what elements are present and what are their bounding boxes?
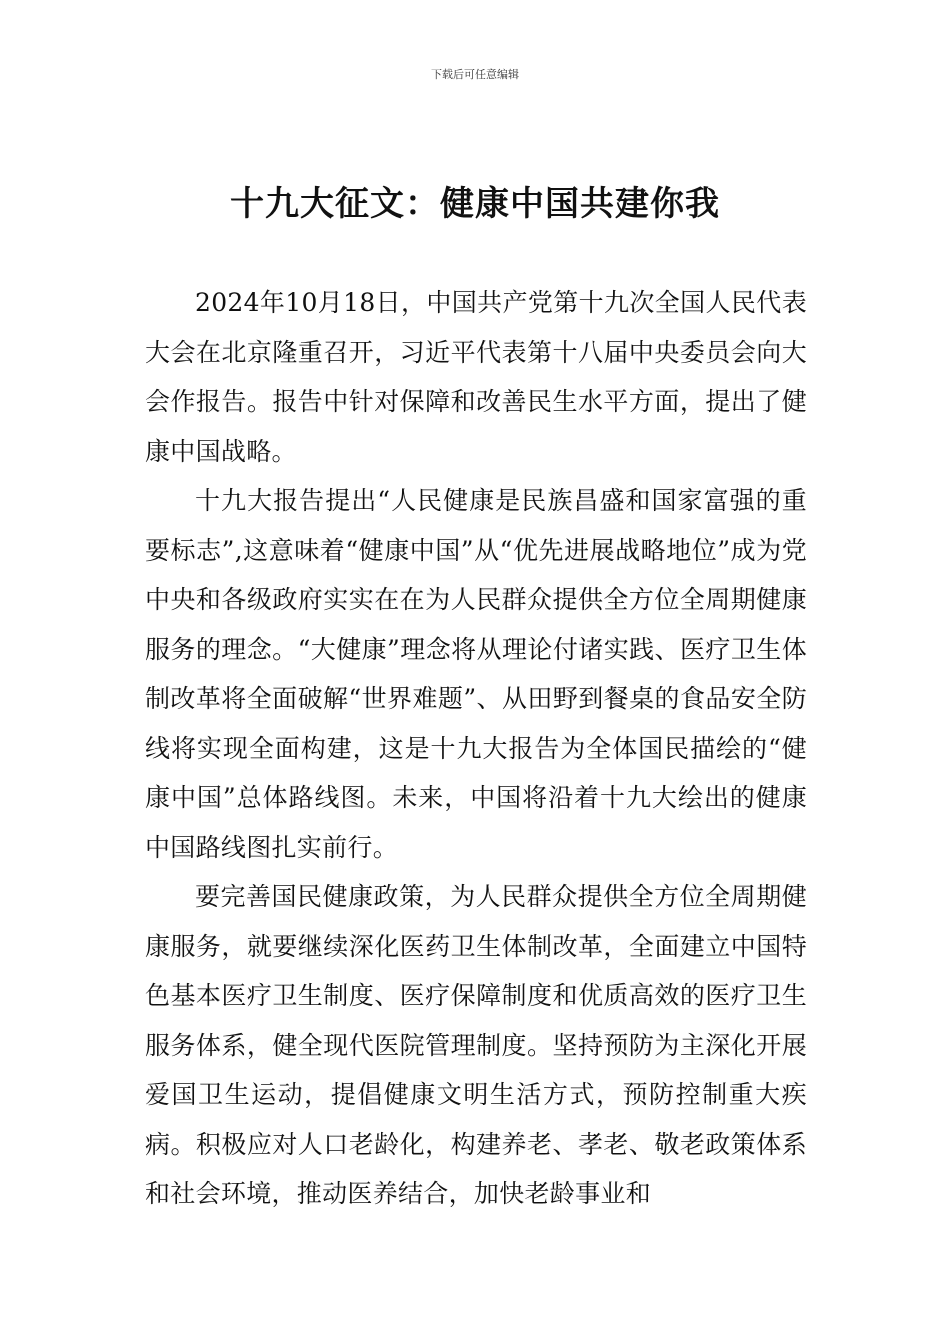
paragraph-2: 十九大报告提出“人民健康是民族昌盛和国家富强的重要标志”,这意味着“健康中国”从“优先进展战略地位”成为党中央和各级政府实实在在为人民群众提供全方位全周期健康服务的理念。“大健康”理念将从理论付诸实践、医疗卫生体制改革将全面破解“世界难题”、从田野到餐桌的食品安全防线将实现全面构建，这是十九大报告为全体国民描绘的“健康中国”总体路线图。未来，中国将沿着十九大绘出的健康中国路线图扎实前行。 [145, 486, 807, 862]
paragraph-1: 2024年10月18日，中国共产党第十九次全国人民代表大会在北京隆重召开，习近平代表第十八届中央委员会向大会作报告。报告中针对保障和改善民生水平方面，提出了健康中国战略。 [145, 288, 807, 466]
paragraph-3: 要完善国民健康政策，为人民群众提供全方位全周期健康服务，就要继续深化医药卫生体制改革，全面建立中国特色基本医疗卫生制度、医疗保障制度和优质高效的医疗卫生服务体系，健全现代医院管理制度。坚持预防为主深化开展爱国卫生运动，提倡健康文明生活方式，预防控制重大疾病。积极应对人口老龄化，构建养老、孝老、敬老政策体系和社会环境，推动医养结合，加快老龄事业和 [145, 882, 807, 1208]
document-title: 十九大征文：健康中国共建你我 [230, 184, 720, 224]
document-body [145, 278, 807, 1219]
page-header-note: 下载后可任意编辑 [431, 68, 519, 81]
